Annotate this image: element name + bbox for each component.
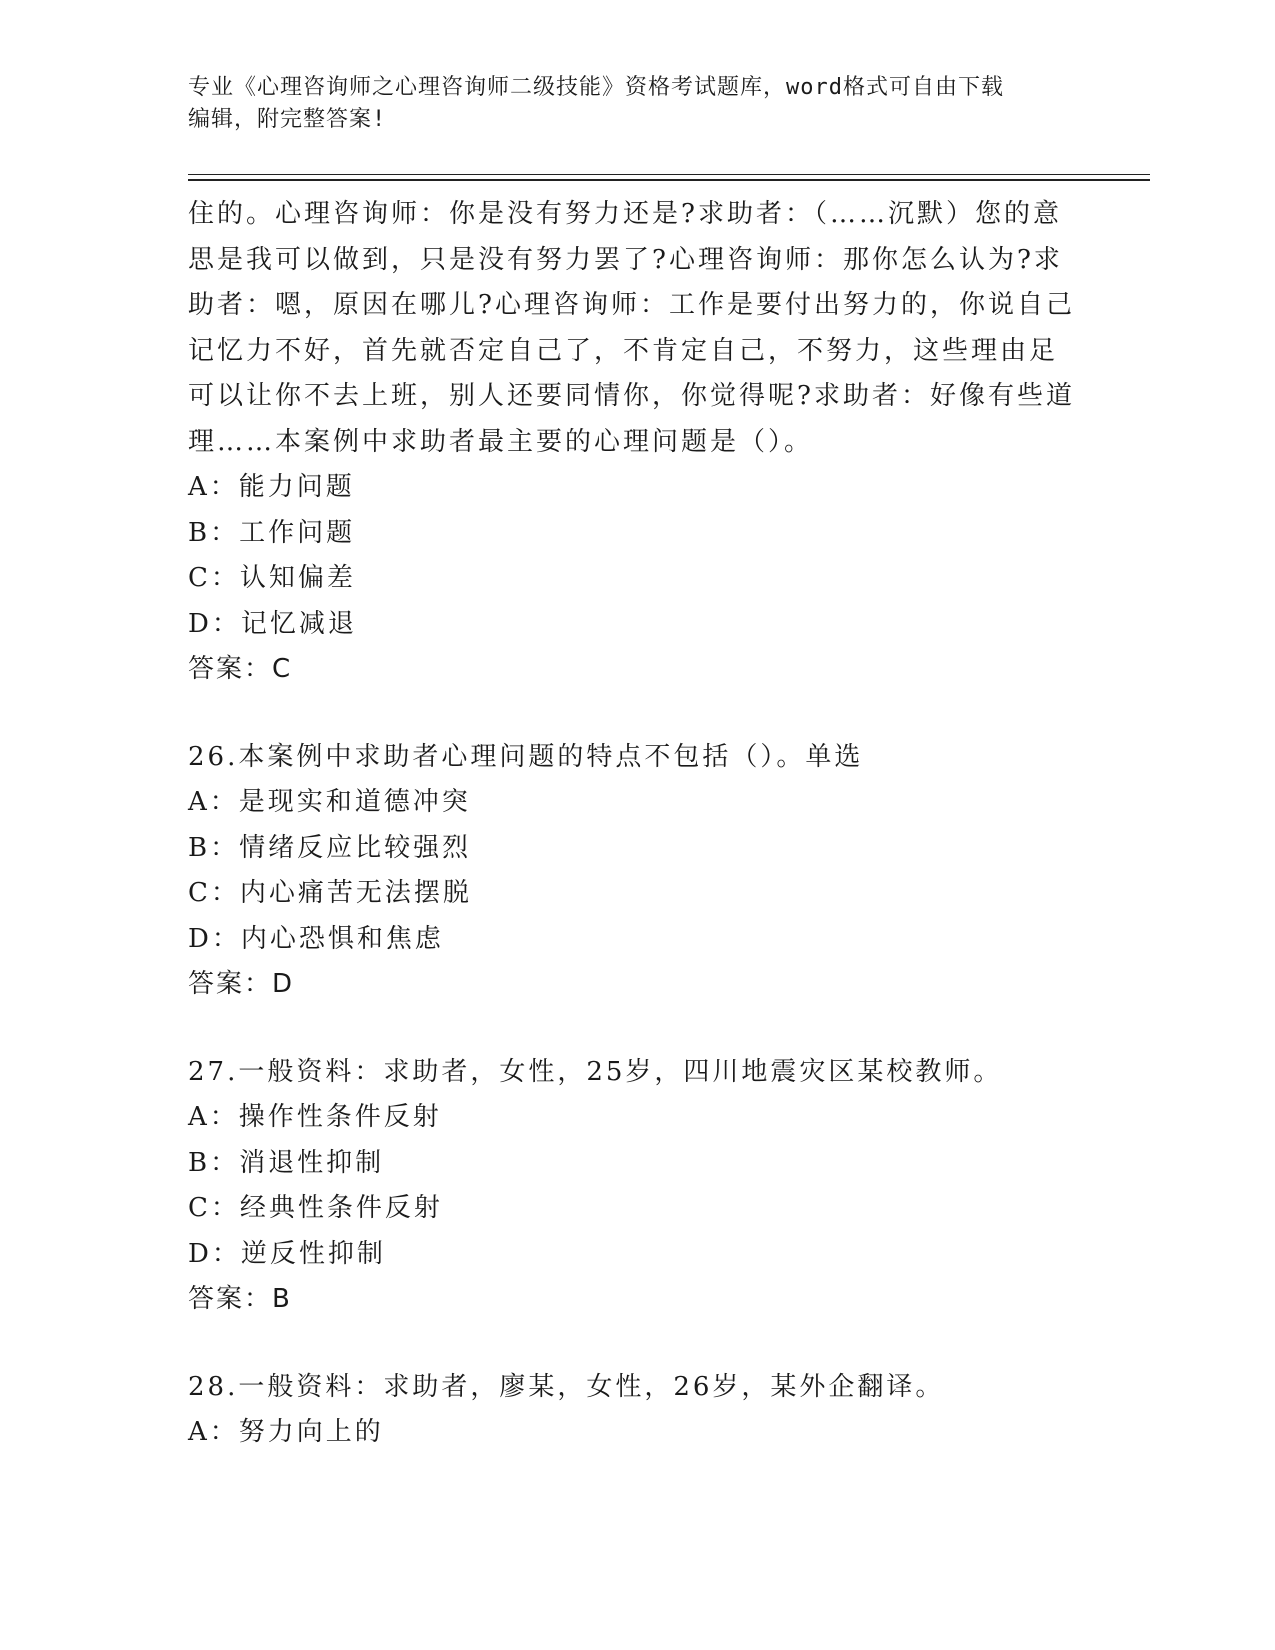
question-27 xyxy=(188,1050,1088,1323)
option-a: A：操作性条件反射 xyxy=(188,1102,442,1132)
option-d: D：记忆减退 xyxy=(188,608,357,639)
header-line-1: 专业《心理咨询师之心理咨询师二级技能》资格考试题库，word格式可自由下载 xyxy=(188,75,1004,100)
option-c: C：内心痛苦无法摆脱 xyxy=(188,878,472,908)
header-divider-thin xyxy=(188,174,1150,175)
question-stem: 27.一般资料：求助者，女性，25岁，四川地震灾区某校教师。 xyxy=(188,1056,1003,1087)
question-stem: 26.本案例中求助者心理问题的特点不包括（）。单选 xyxy=(188,741,864,772)
answer: 答案：B xyxy=(188,1284,292,1314)
option-b: B：工作问题 xyxy=(188,517,356,548)
option-b: B：情绪反应比较强烈 xyxy=(188,832,472,863)
question-stem-line: 思是我可以做到，只是没有努力罢了?心理咨询师：那你怎么认为?求 xyxy=(188,244,1063,275)
option-a: A：是现实和道德冲突 xyxy=(188,787,471,817)
option-a: A：能力问题 xyxy=(188,472,355,502)
option-a: A：努力向上的 xyxy=(188,1417,384,1447)
option-c: C：认知偏差 xyxy=(188,563,356,593)
question-26 xyxy=(188,735,1088,1008)
answer: 答案：C xyxy=(188,654,293,684)
question-list xyxy=(188,192,1088,1456)
question-28 xyxy=(188,1365,1088,1456)
option-b: B：消退性抑制 xyxy=(188,1147,385,1178)
question-stem-line: 可以让你不去上班，别人还要同情你，你觉得呢?求助者：好像有些道 xyxy=(188,381,1075,411)
question-stem-line: 住的。心理咨询师：你是没有努力还是?求助者：（……沉默）您的意 xyxy=(188,199,1062,229)
question-stem-line: 助者：嗯，原因在哪儿?心理咨询师：工作是要付出努力的，你说自己 xyxy=(188,290,1075,320)
question-stem-line: 记忆力不好，首先就否定自己了，不肯定自己，不努力，这些理由足 xyxy=(188,335,1059,366)
option-c: C：经典性条件反射 xyxy=(188,1193,443,1223)
document-header xyxy=(188,72,1088,136)
option-d: D：逆反性抑制 xyxy=(188,1238,386,1269)
option-d: D：内心恐惧和焦虑 xyxy=(188,923,444,954)
question-stem: 28.一般资料：求助者，廖某，女性，26岁，某外企翻译。 xyxy=(188,1371,945,1402)
question-stem-line: 理……本案例中求助者最主要的心理问题是（）。 xyxy=(188,426,814,457)
question-25 xyxy=(188,192,1088,693)
header-divider-thick xyxy=(188,179,1150,181)
header-line-2: 编辑，附完整答案! xyxy=(188,107,387,132)
answer: 答案：D xyxy=(188,969,295,999)
